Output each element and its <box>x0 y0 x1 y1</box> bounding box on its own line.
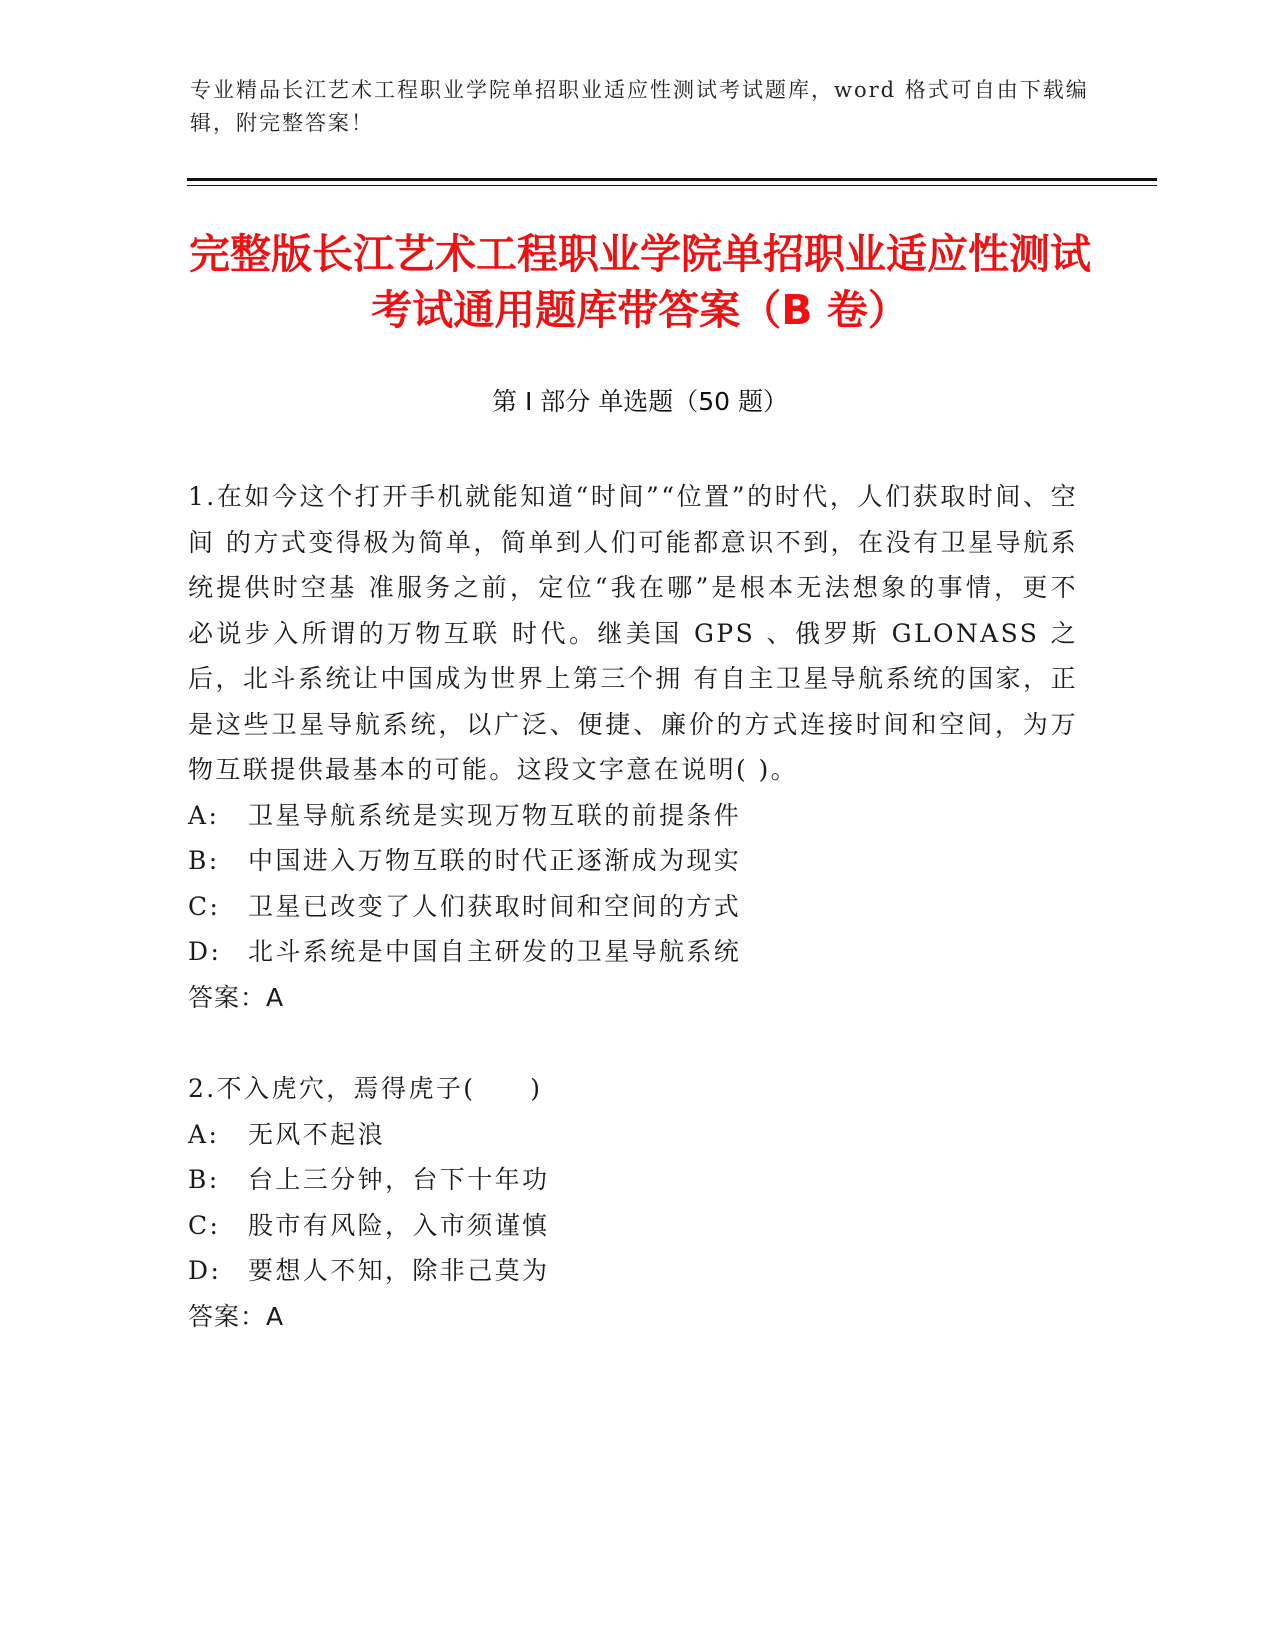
option-letter: A: <box>188 1119 220 1149</box>
option-b <box>188 1157 1078 1203</box>
option-c <box>188 1203 1078 1249</box>
option-letter: C: <box>188 1210 221 1240</box>
answer-line: 答案：A <box>188 982 285 1012</box>
question-stem: 1.在如今这个打开手机就能知道“时间”“位置”的时代，人们获取时间、空间 的方式变得极为简单，简单到人们可能都意识不到，在没有卫星导航系统提供时空基 准服务之前，定位“我在哪”是根本无法想象的事情，更不必说步入所谓的万物互联 时代。继美国 GPS 、俄罗斯 GLONASS 之后，北斗系统让中国成为世界上第三个拥 有自主卫星导航系统的国家，正是这些卫星导航系统，以广泛、便捷、廉价的方式连接时间和空间，为万物互联提供最基本的可能。这段文字意在说明( )。 <box>188 482 1078 784</box>
option-d <box>188 929 1078 975</box>
option-b <box>188 838 1078 884</box>
question-2 <box>188 1066 1078 1339</box>
option-text: 台上三分钟，台下十年功 <box>248 1165 550 1194</box>
section-title: 第 I 部分 单选题（50 题） <box>492 387 788 416</box>
header-divider-thin <box>187 185 1157 186</box>
option-text: 股市有风险，入市须谨慎 <box>248 1210 550 1240</box>
question-1 <box>188 474 1078 1020</box>
option-a <box>188 793 1078 839</box>
option-letter: B: <box>188 1165 220 1194</box>
option-text: 要想人不知，除非己莫为 <box>248 1256 550 1285</box>
option-text: 中国进入万物互联的时代正逐渐成为现实 <box>248 846 742 875</box>
header-note: 专业精品长江艺术工程职业学院单招职业适应性测试考试题库，word 格式可自由下载编辑，附完整答案！ <box>190 78 1089 135</box>
option-text: 卫星导航系统是实现万物互联的前提条件 <box>248 800 742 830</box>
header-divider-thick <box>187 178 1157 181</box>
option-letter: C: <box>188 891 221 921</box>
answer-line: 答案：A <box>188 1301 285 1331</box>
option-letter: B: <box>188 846 220 875</box>
question-list <box>188 474 1078 1385</box>
option-text: 北斗系统是中国自主研发的卫星导航系统 <box>248 937 742 966</box>
option-letter: D: <box>188 1256 222 1285</box>
document-title: 完整版长江艺术工程职业学院单招职业适应性测试考试通用题库带答案（B 卷） <box>189 230 1091 334</box>
option-d <box>188 1248 1078 1294</box>
option-text: 卫星已改变了人们获取时间和空间的方式 <box>248 891 742 921</box>
option-letter: D: <box>188 937 222 966</box>
question-stem: 2.不入虎穴，焉得虎子( ) <box>188 1074 543 1103</box>
option-text: 无风不起浪 <box>248 1119 386 1149</box>
option-a <box>188 1112 1078 1158</box>
option-c <box>188 884 1078 930</box>
option-letter: A: <box>188 800 220 830</box>
